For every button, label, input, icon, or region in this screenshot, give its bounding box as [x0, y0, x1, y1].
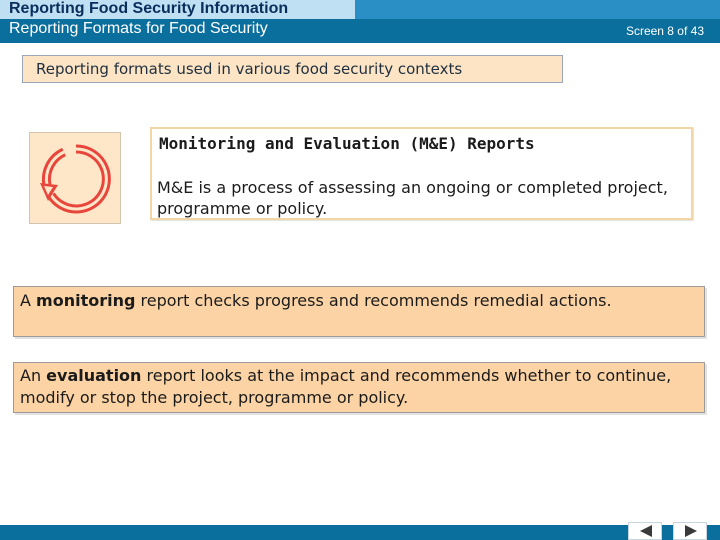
module-title: Reporting Formats for Food Security [9, 20, 268, 37]
evaluation-keyword: evaluation [46, 366, 142, 385]
definition-box [150, 127, 693, 220]
screen-counter: Screen 8 of 43 [625, 24, 704, 38]
definition-text: M&E is a process of assessing an ongoing or completed project, programme or policy. [157, 178, 668, 218]
course-title: Reporting Food Security Information [9, 0, 289, 17]
monitoring-prefix: A [20, 291, 37, 310]
monitoring-keyword: monitoring [36, 291, 136, 310]
next-screen-button[interactable] [673, 522, 707, 540]
evaluation-text: report looks at the impact and recommends whether to continue, modify or stop the project, programme or policy. [20, 366, 672, 407]
cycle-arrow-icon [34, 137, 118, 221]
previous-screen-button[interactable] [628, 522, 662, 540]
icon-box [29, 132, 121, 224]
section-banner: Reporting formats used in various food security contexts [22, 55, 563, 83]
definition-title: Monitoring and Evaluation (M&E) Reports [159, 134, 535, 153]
triangle-right-icon [684, 525, 698, 537]
triangle-left-icon [639, 525, 653, 537]
evaluation-info-box [13, 362, 705, 413]
footer-bar [0, 525, 720, 540]
monitoring-text: report checks progress and recommends remedial actions. [135, 291, 612, 310]
monitoring-info-box [13, 286, 705, 337]
header-bar [0, 0, 720, 43]
evaluation-prefix: An [20, 366, 47, 385]
